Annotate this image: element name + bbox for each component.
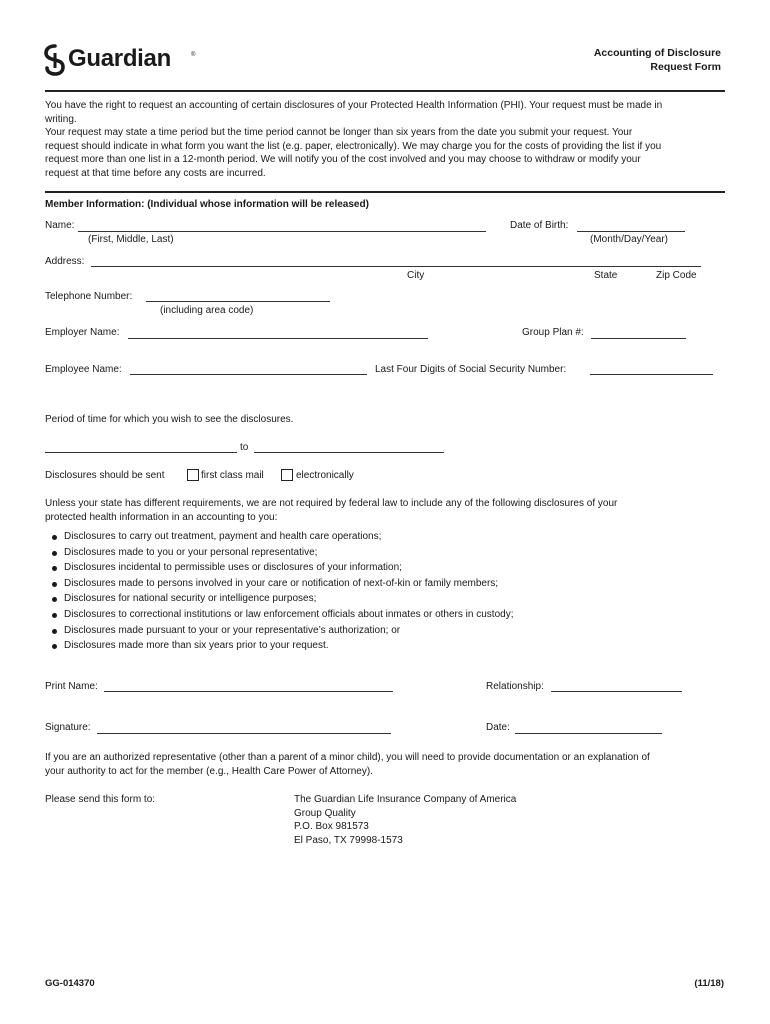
send-to-label: Please send this form to:	[45, 794, 156, 805]
authorized-rep-paragraph	[45, 751, 725, 778]
intro-line: You have the right to request an accounting of certain disclosures of your Protected Health Information (PHI). Your request must be made in	[45, 100, 663, 111]
city-label: City	[407, 270, 425, 281]
period-to-label: to	[240, 442, 249, 453]
exceptions-list-item	[50, 545, 513, 561]
date-label: Date:	[486, 722, 510, 733]
dob-hint: (Month/Day/Year)	[590, 234, 668, 245]
name-hint: (First, Middle, Last)	[88, 234, 174, 245]
bullet-icon	[52, 566, 57, 571]
exceptions-item-text: Disclosures made pursuant to your or your representative’s authorization; or	[64, 624, 401, 636]
first-class-mail-label: first class mail	[201, 470, 264, 481]
exceptions-list-item	[50, 638, 513, 654]
exceptions-item-text: Disclosures to correctional institutions or law enforcement officials about inmates or others in custody;	[64, 608, 514, 620]
electronically-checkbox[interactable]	[281, 469, 293, 481]
exceptions-line: Unless your state has different requirements, we are not required by federal law to include any of the following disclosures of your	[45, 498, 618, 509]
form-title-line2: Request Form	[650, 61, 721, 73]
registered-mark: ®	[191, 52, 196, 58]
telephone-label: Telephone Number:	[45, 291, 133, 302]
period-label: Period of time for which you wish to see the disclosures.	[45, 414, 294, 425]
delivery-label: Disclosures should be sent	[45, 470, 165, 481]
exceptions-list-item	[50, 529, 513, 545]
relationship-label: Relationship:	[486, 681, 544, 692]
bullet-icon	[52, 597, 57, 602]
group-plan-label: Group Plan #:	[522, 327, 584, 338]
first-class-mail-checkbox[interactable]	[187, 469, 199, 481]
employee-field[interactable]	[130, 374, 367, 375]
signature-field[interactable]	[97, 733, 391, 734]
authorized-rep-line: your authority to act for the member (e.g., Health Care Power of Attorney).	[45, 765, 373, 777]
section-rule	[45, 191, 725, 193]
electronically-label: electronically	[296, 470, 354, 481]
name-label: Name:	[45, 220, 75, 231]
employee-label: Employee Name:	[45, 364, 122, 375]
group-plan-field[interactable]	[591, 338, 686, 339]
state-label: State	[594, 270, 618, 281]
employer-field[interactable]	[128, 338, 428, 339]
bullet-icon	[52, 644, 57, 649]
exceptions-list-item	[50, 576, 513, 592]
bullet-icon	[52, 613, 57, 618]
revision-date: (11/18)	[694, 978, 724, 989]
guardian-logo-icon	[44, 44, 66, 76]
address-line: P.O. Box 981573	[294, 821, 369, 832]
intro-line: Your request may state a time period but the time period cannot be longer than six years from the date you submit your request. Your	[45, 127, 633, 138]
bullet-icon	[52, 629, 57, 634]
intro-line: request at that time before any costs are incurred.	[45, 167, 266, 179]
exceptions-list	[50, 529, 513, 654]
bullet-icon	[52, 551, 57, 556]
address-label: Address:	[45, 256, 85, 267]
exceptions-line: protected health information in an accounting to you:	[45, 511, 278, 523]
exceptions-item-text: Disclosures made to persons involved in your care or notification of next-of-kin or family members;	[64, 577, 499, 589]
signature-label: Signature:	[45, 722, 91, 733]
authorized-rep-line: If you are an authorized representative (other than a parent of a minor child), you will need to provide documentation or an explanation of	[45, 752, 650, 763]
address-field[interactable]	[91, 266, 701, 267]
exceptions-list-item	[50, 591, 513, 607]
period-start-field[interactable]	[45, 452, 237, 453]
exceptions-intro	[45, 497, 725, 524]
zip-label: Zip Code	[656, 270, 697, 281]
address-line: The Guardian Life Insurance Company of America	[294, 794, 517, 805]
intro-paragraph	[45, 99, 725, 180]
intro-line: writing.	[45, 113, 77, 125]
bullet-icon	[52, 582, 57, 587]
relationship-field[interactable]	[551, 691, 682, 692]
header-rule	[45, 90, 725, 92]
exceptions-list-item	[50, 607, 513, 623]
address-line: Group Quality	[294, 807, 356, 819]
print-name-field[interactable]	[104, 691, 393, 692]
exceptions-list-item	[50, 623, 513, 639]
print-name-label: Print Name:	[45, 681, 98, 692]
telephone-hint: (including area code)	[160, 305, 254, 316]
period-end-field[interactable]	[254, 452, 444, 453]
guardian-logo-text: Guardian	[68, 45, 171, 72]
dob-field[interactable]	[577, 231, 685, 232]
exceptions-list-item	[50, 560, 513, 576]
telephone-field[interactable]	[146, 301, 330, 302]
member-section-title: Member Information: (Individual whose information will be released)	[45, 199, 369, 210]
address-line: El Paso, TX 79998-1573	[294, 834, 403, 846]
exceptions-item-text: Disclosures incidental to permissible uses or disclosures of your information;	[64, 562, 402, 574]
form-number: GG-014370	[45, 978, 95, 989]
ssn-label: Last Four Digits of Social Security Number:	[375, 364, 567, 375]
bullet-icon	[52, 535, 57, 540]
dob-label: Date of Birth:	[510, 220, 569, 231]
form-title-line1: Accounting of Disclosure	[593, 47, 721, 59]
intro-line: request more than one list in a 12-month period. We will notify you of the cost involved and you may choose to withdraw or modify your	[45, 154, 641, 165]
ssn-field[interactable]	[590, 374, 713, 375]
exceptions-item-text: Disclosures for national security or intelligence purposes;	[64, 593, 317, 605]
exceptions-item-text: Disclosures made to you or your personal representative;	[64, 546, 318, 558]
form-title	[594, 46, 721, 74]
date-field[interactable]	[515, 733, 662, 734]
exceptions-item-text: Disclosures made more than six years prior to your request.	[64, 640, 329, 652]
exceptions-item-text: Disclosures to carry out treatment, payment and health care operations;	[64, 531, 382, 542]
send-to-address	[294, 793, 516, 847]
name-field[interactable]	[78, 231, 486, 232]
employer-label: Employer Name:	[45, 327, 120, 338]
intro-line: request should indicate in what form you want the list (e.g. paper, electronically). We may charge you for the costs of providing the list if you	[45, 140, 662, 152]
